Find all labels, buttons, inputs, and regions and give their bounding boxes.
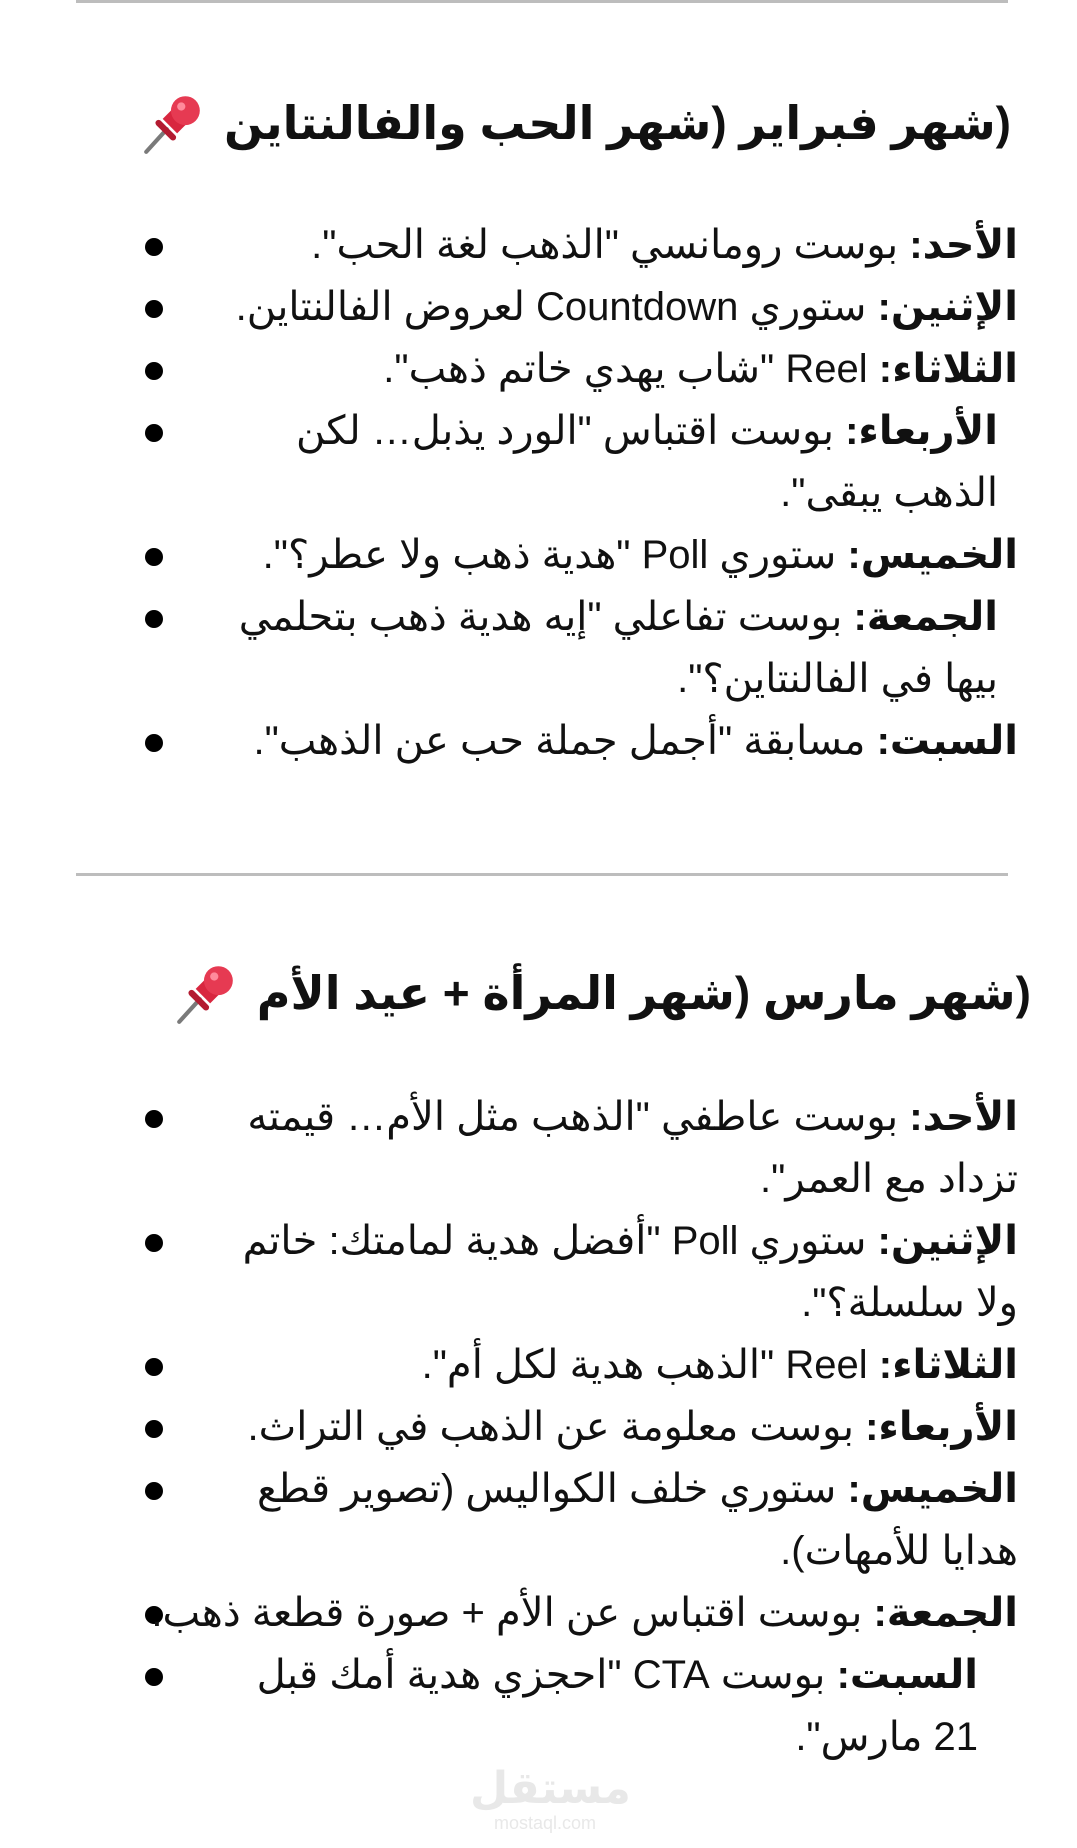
top-divider [76,0,1008,3]
bullet [145,1358,163,1376]
bullet [145,1668,163,1686]
bullet [145,238,163,256]
pushpin-icon [140,90,206,156]
bullet [145,610,163,628]
march-heading [60,960,1031,1026]
bullet [145,1110,163,1128]
february-heading-text: (شهر فبراير (شهر الحب والفالنتاين [223,97,1011,149]
march-heading-text: (شهر مارس (شهر المرأة + عيد الأم [256,967,1031,1019]
bullet [145,1482,163,1500]
bullet [145,300,163,318]
bullet [145,548,163,566]
bullet [145,362,163,380]
bullet [145,734,163,752]
bullet [145,1234,163,1252]
section-divider [76,873,1008,876]
february-heading [60,90,1011,156]
pushpin-icon [173,960,239,1026]
mostaql-watermark: مستقل mostaql.com [470,1764,631,1833]
bullet [145,1420,163,1438]
bullet [145,424,163,442]
